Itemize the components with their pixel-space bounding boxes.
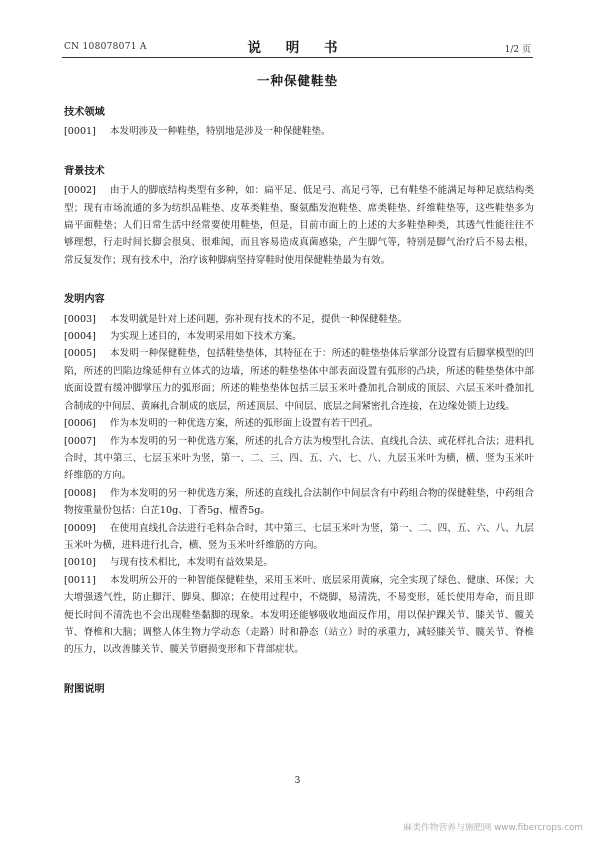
paragraph-text: 本发明一种保健鞋垫，包括鞋垫垫体，其特征在于：所述的鞋垫垫体后掌部分设置有后脚掌模型的凹陷，所述的凹陷边缘延伸有立体式的边墙，所述的鞋垫垫体中部表面设置有弧形的凸块，所述的鞋垫垫体中部底面设置有缓冲脚掌压力的弧形面；所述的鞋垫垫体包括三层玉米叶叠加扎合制成的顶层、六层玉米叶叠加扎合制成的中间层、黄麻扎合制成的底层，所述顶层、中间层、底层之间紧密扎合连接，在边缘处锁上边线。: [64, 348, 534, 412]
paragraph-text: 为实现上述目的，本发明采用如下技术方案。: [109, 331, 302, 343]
paragraph-number: [0001]: [64, 126, 96, 138]
paragraph: [64, 520, 534, 555]
paragraph-text: 由于人的脚底结构类型有多种，如：扁平足、低足弓、高足弓等，已有鞋垫不能满足每种足底结构类型；现有市场流通的多为纺织品鞋垫、皮革类鞋垫、聚氨酯发泡鞋垫、席类鞋垫、纤维鞋垫等，这些鞋垫多为扁平面鞋垫；人们日常生活中经常要使用鞋垫，但是，目前市面上的上述的大多鞋垫种类，其透气性能往往不够理想，行走时间长脚会很臭、很难闻，而且容易造成真菌感染，产生脚气等，特别是脚气治疗后不易去根，常反复发作；现有技术中，治疗该种脚病坚持穿鞋时使用保健鞋垫最为有效。: [64, 185, 534, 266]
paragraph: [64, 554, 534, 571]
paragraph-number: [0008]: [64, 487, 96, 499]
document-body: [64, 104, 534, 700]
paragraph: [64, 328, 534, 345]
paragraph: [64, 572, 534, 659]
site-watermark: 麻类作物营养与施肥网 www.fibercrops.com: [403, 823, 583, 833]
paragraph: [64, 345, 534, 415]
section-heading: 附图说明: [64, 682, 105, 695]
paragraph: [64, 123, 534, 140]
paragraph-number: [0005]: [64, 348, 96, 360]
page-number: 3: [294, 776, 301, 786]
paragraph-number: [0006]: [64, 418, 96, 430]
section-gap: [64, 269, 534, 291]
paragraph-text: 本发明就是针对上述问题，弥补现有技术的不足，提供一种保健鞋垫。: [109, 313, 408, 325]
paragraph-number: [0002]: [64, 185, 96, 197]
paragraph-text: 本发明所公开的一种智能保健鞋垫，采用玉米叶、底层采用黄麻，完全实现了绿色、健康、环保；大大增强透气性，防止脚汗、脚臭、脚凉；在使用过程中，不烧脚，易清洗，不易变形，延长使用寿命，而且即便长时间不清洗也不会出现鞋垫黏脚的现象。本发明还能够吸收地面反作用，用以保护踝关节、膝关节、髋关节、脊椎和大脑；调整人体生物力学动态（走路）时和静态（站立）时的承重力，减轻膝关节、髋关节、脊椎的压力，以改善膝关节、髋关节磨损变形和下背部症状。: [64, 574, 534, 656]
section-gap: [64, 141, 534, 163]
document-type: 说 明 书: [247, 40, 348, 56]
section-heading: 发明内容: [64, 293, 105, 306]
paragraph-text: 作为本发明的另一种优选方案，所述的扎合方法为梭型扎合法、直线扎合法、或花样扎合法；进料扎合时，其中第三、七层玉米叶为竖，第一、二、三、四、五、六、七、八、九层玉米叶为横，横、竖为玉米叶纤维筋的方向。: [64, 435, 534, 482]
paragraph-text: 与现有技术相比，本发明有益效果是。: [109, 557, 273, 569]
paragraph: [64, 433, 534, 485]
paragraph-number: [0011]: [64, 574, 96, 586]
paragraph-number: [0010]: [64, 557, 96, 569]
paragraph-number: [0009]: [64, 522, 96, 534]
section-gap: [64, 659, 534, 681]
paragraph-number: [0004]: [64, 331, 96, 343]
paragraph-text: 作为本发明的另一种优选方案，所述的直线扎合法制作中间层含有中药组合物的保健鞋垫，中药组合物按重量份包括：白芷10g、丁香5g、檀香5g。: [64, 487, 534, 517]
paragraph: [64, 311, 534, 328]
paragraph-text: 在使用直线扎合法进行毛料杂合时，其中第三、七层玉米叶为竖，第一、二、四、五、六、八、九层玉米叶为横，进料进行扎合，横、竖为玉米叶纤维筋的方向。: [64, 522, 534, 551]
paragraph: [64, 182, 534, 269]
paragraph-text: 作为本发明的一种优选方案，所述的弧形面上设置有若干凹孔。: [109, 418, 379, 430]
section-heading: 背景技术: [64, 164, 105, 177]
page-of: 1/2 页: [504, 45, 531, 55]
patent-number: CN 108078071 A: [64, 42, 147, 52]
document-title: 一种保健鞋垫: [256, 73, 338, 88]
paragraph-number: [0007]: [64, 435, 96, 447]
section-heading: 技术领域: [64, 106, 105, 118]
paragraph: [64, 415, 534, 432]
header-rule: [62, 57, 533, 58]
paragraph: [64, 485, 534, 520]
paragraph-number: [0003]: [64, 313, 96, 325]
paragraph-text: 本发明涉及一种鞋垫，特别地是涉及一种保健鞋垫。: [109, 126, 331, 138]
